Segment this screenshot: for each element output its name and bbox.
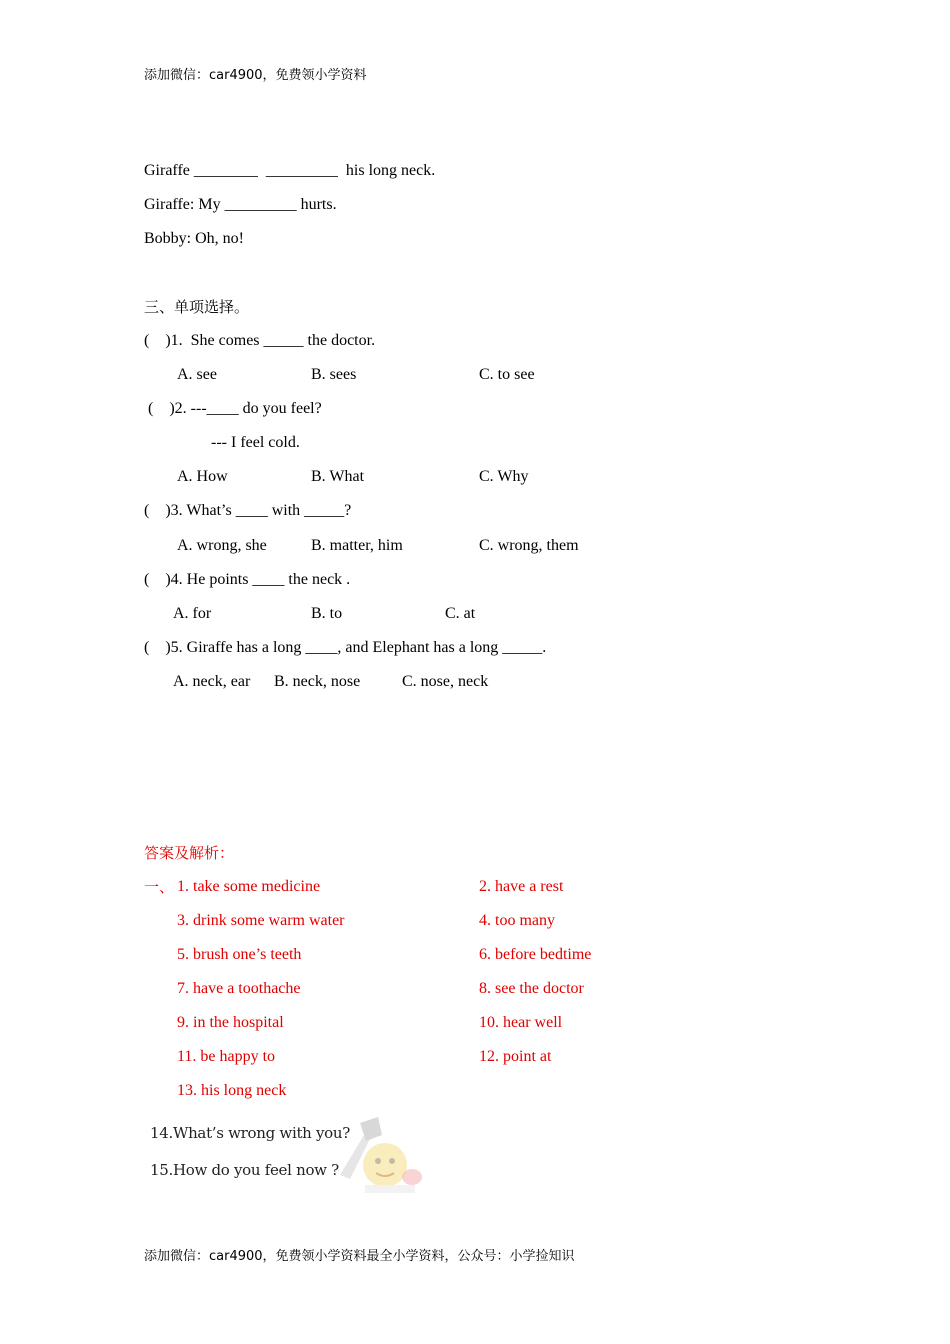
answer-item-7: 7. have a toothache (177, 980, 301, 997)
question-5-option-c: C. nose, neck (402, 673, 489, 690)
question-2-stem: ( )2. ---____ do you feel? (144, 400, 322, 417)
dialogue-line-2: Giraffe: My _________ hurts. (144, 196, 337, 213)
question-5-stem: ( )5. Giraffe has a long ____, and Elephant has a long _____. (144, 639, 547, 656)
header-note: 添加微信：car4900，免费领小学资料 (144, 68, 367, 83)
question-1-stem: ( )1. She comes _____ the doctor. (144, 332, 376, 349)
answer-item-2: 2. have a rest (479, 878, 564, 895)
question-5-option-a: A. neck, ear (173, 673, 251, 690)
answer-item-9: 9. in the hospital (177, 1014, 284, 1031)
answer-item-6: 6. before bedtime (479, 946, 592, 963)
question-4-option-b: B. to (311, 605, 343, 622)
dialogue-line-1: Giraffe ________ _________ his long neck. (144, 162, 436, 179)
question-4-option-c: C. at (445, 605, 476, 622)
scanned-answer-14: 14.What’s wrong with you? (150, 1124, 351, 1142)
question-4-option-a: A. for (173, 605, 212, 622)
mascot-watermark-icon (330, 1115, 430, 1195)
question-2-option-a: A. How (177, 468, 228, 485)
answer-item-13: 13. his long neck (177, 1082, 287, 1099)
answer-item-4: 4. too many (479, 912, 555, 929)
answers-title: 答案及解析： (144, 844, 235, 862)
question-2-reply: --- I feel cold. (211, 434, 300, 451)
answer-item-12: 12. point at (479, 1048, 552, 1065)
question-3-option-c: C. wrong, them (479, 537, 579, 554)
question-3-option-a: A. wrong, she (177, 537, 267, 554)
answer-item-5: 5. brush one’s teeth (177, 946, 302, 963)
answer-item-3: 3. drink some warm water (177, 912, 345, 929)
question-3-option-b: B. matter, him (311, 537, 403, 554)
question-1-option-a: A. see (177, 366, 217, 383)
answer-item-11: 11. be happy to (177, 1048, 276, 1065)
question-1-option-c: C. to see (479, 366, 535, 383)
answer-item-10: 10. hear well (479, 1014, 563, 1031)
answer-item-8: 8. see the doctor (479, 980, 584, 997)
question-4-stem: ( )4. He points ____ the neck . (144, 571, 351, 588)
dialogue-line-3: Bobby: Oh, no! (144, 230, 244, 247)
question-2-option-c: C. Why (479, 468, 529, 485)
scanned-answer-15: 15.How do you feel now ? (150, 1161, 339, 1179)
question-3-stem: ( )3. What’s ____ with _____? (144, 502, 352, 519)
footer-note: 添加微信：car4900，免费领小学资料最全小学资料，公众号：小学捡知识 (144, 1249, 575, 1264)
section-title: 三、单项选择。 (144, 298, 250, 316)
question-5-option-b: B. neck, nose (274, 673, 361, 690)
question-2-option-b: B. What (311, 468, 365, 485)
answers-section-prefix: 一、 (144, 878, 175, 896)
answer-item-1: 1. take some medicine (177, 878, 321, 895)
question-1-option-b: B. sees (311, 366, 357, 383)
